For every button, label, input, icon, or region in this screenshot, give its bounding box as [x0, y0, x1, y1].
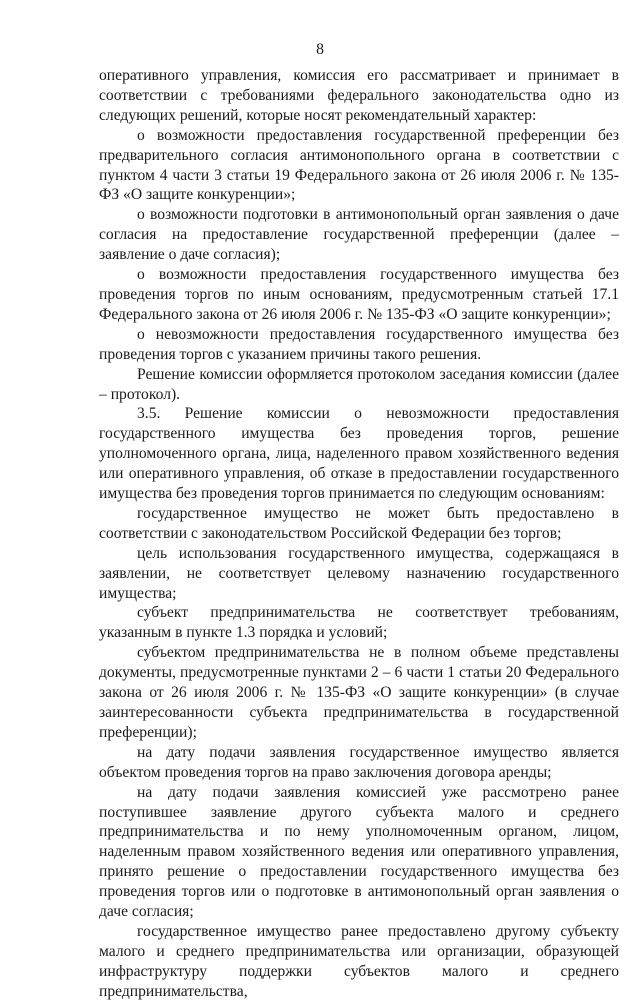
paragraph-protocol: Решение комиссии оформляется протоколом заседания комиссии (далее – протокол). — [99, 365, 619, 403]
paragraph-option-impossibility: о невозможности предоставления государственного имущества без проведения торгов с указанием причины такого решения. — [99, 325, 619, 363]
paragraph-option-other-grounds: о возможности предоставления государственного имущества без проведения торгов по иным основаниям, предусмотренным статьей 17.1 Федерального закона от 26 июля 2006 г. № 135-ФЗ «О защите конкуренции»; — [99, 266, 619, 323]
paragraph-ground-purpose: цель использования государственного имущества, содержащаяся в заявлении, не соответствует целевому назначению государственного имущества; — [99, 544, 619, 602]
document-body — [99, 66, 619, 1002]
paragraph-ground-requirements: субъект предпринимательства не соответствует требованиям, указанным в пункте 1.3 порядка и условий; — [99, 604, 619, 642]
paragraph-ground-previous-application: на дату подачи заявления комиссией уже рассмотрено ранее поступившее заявление другого субъекта малого и среднего предпринимательства и по нему уполномоченным органом, лицом, наделенным правом хозяйственного ведения или оперативного управления, принято решение о предоставлении государственного имущества без проведения торгов или о подготовке в антимонопольный орган заявления о даче согласия; — [99, 783, 619, 921]
paragraph-ground-documents: субъектом предпринимательства не в полном объеме представлены документы, предусмотренные пунктами 2 – 6 части 1 статьи 20 Федерального закона от 26 июля 2006 г. № 135-ФЗ «О защите конкуренции» (в случае заинтересованности субъекта предпринимательства в государственной преференции); — [99, 644, 619, 741]
paragraph-ground-auction: на дату подачи заявления государственное имущество является объектом проведения торгов на право заключения договора аренды; — [99, 743, 619, 781]
paragraph-option-preference: о возможности предоставления государственной преференции без предварительного согласия антимонопольного органа в соответствии с пунктом 4 части 3 статьи 19 Федерального закона от 26 июля 2006 г. № 135-ФЗ «О защите конкуренции»; — [99, 126, 619, 204]
page-number: 8 — [316, 41, 324, 58]
paragraph-ground-law: государственное имущество не может быть предоставлено в соответствии с законодательством Российской Федерации без торгов; — [99, 504, 619, 542]
paragraph-clause-3-5: 3.5. Решение комиссии о невозможности предоставления государственного имущества без проведения торгов, решение уполномоченного органа, лица, наделенного правом хозяйственного ведения или оперативного управления, об отказе в предоставлении государственного имущества без проведения торгов принимается по следующим основаниям: — [99, 405, 619, 503]
paragraph-continuation: оперативного управления, комиссия его рассматривает и принимает в соответствии с требованиями федерального законодательства одно из следующих решений, которые носят рекомендательный характер: — [99, 67, 619, 124]
paragraph-ground-previously-provided: государственное имущество ранее предоставлено другому субъекту малого и среднего предпринимательства или организации, образующей инфраструктуру поддержки субъектов малого и среднего предпринимательства, — [99, 922, 619, 1000]
paragraph-option-consent: о возможности подготовки в антимонопольный орган заявления о даче согласия на предоставление государственной преференции (далее – заявление о даче согласия); — [99, 206, 619, 264]
